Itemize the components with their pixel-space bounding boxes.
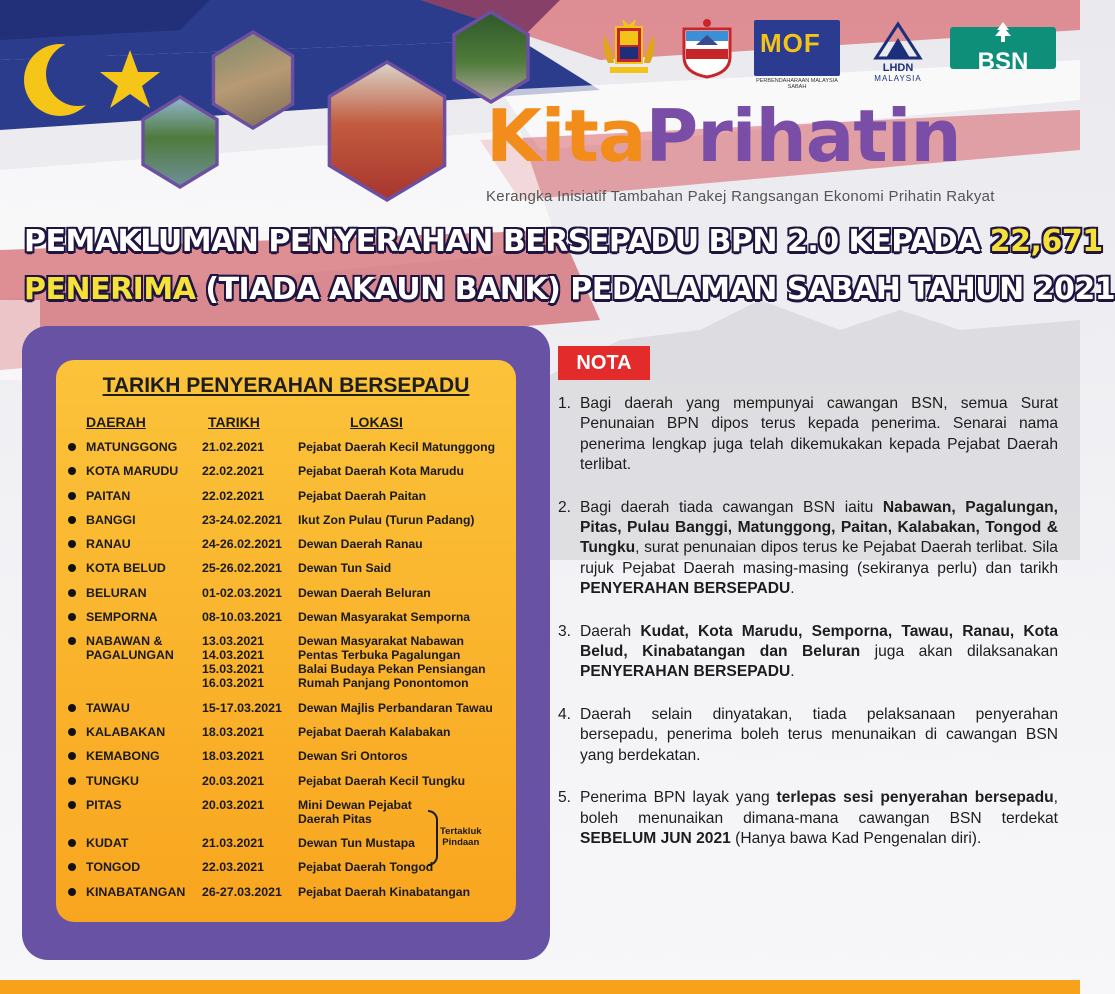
row-tarikh: 26-27.03.2021 [202, 884, 282, 899]
row-lokasi: Dewan Tun Mustapa [298, 836, 415, 851]
nota-emphasis: PENYERAHAN BERSEPADU [580, 580, 791, 598]
headline-line-1-text: PEMAKLUMAN PENYERAHAN BERSEPADU BPN 2.0 KEPADA [24, 224, 990, 259]
nota-label: NOTA [558, 346, 650, 380]
column-header-daerah: DAERAH [86, 414, 146, 430]
schedule-row [66, 440, 506, 454]
nota-item-number: 3. [558, 622, 572, 640]
kita-prihatin-brand [486, 94, 961, 178]
row-daerah: BANGGI [86, 512, 136, 527]
row-daerah: PAITAN [86, 488, 131, 503]
row-lokasi: Pejabat Daerah Paitan [298, 488, 427, 503]
bullet-icon [66, 561, 86, 575]
mof-logo-text: MOF [760, 27, 821, 58]
schedule-row [66, 798, 506, 826]
row-lokasi: Pejabat Daerah Kecil Tungku [298, 773, 466, 788]
sponsor-logos [598, 12, 1056, 90]
row-lokasi: Pejabat Daerah Tongod [298, 860, 434, 875]
nota-emphasis: Nabawan, Pagalungan, Pitas, Pulau Banggi, Matunggong, Paitan, Kalabakan, Tongod & Tungku [580, 498, 1058, 557]
nota-item-text [580, 705, 1058, 766]
mof-logo-subtitle: PERBENDAHARAAN MALAYSIA SABAH [756, 77, 838, 90]
bullet-icon [66, 489, 86, 503]
mof-logo [754, 20, 840, 90]
bullet-icon [66, 885, 86, 899]
nota-text-run: . [790, 580, 795, 598]
nota-item-text [580, 498, 1058, 600]
row-tarikh: 13.03.2021 14.03.2021 15.03.2021 16.03.2021 [202, 634, 265, 691]
nota-text-run: Bagi daerah yang mempunyai cawangan BSN, semua Surat Penunaian BPN dipos terus kepada penerima. Senarai nama penerima lengkap juga telah dikemukakan kepada Pejabat Daerah terlibat. [580, 395, 1058, 474]
schedule-row [66, 489, 506, 503]
row-daerah: KALABAKAN [86, 724, 166, 739]
bsn-logo [950, 27, 1056, 75]
nota-emphasis: Kudat, Kota Marudu, Semporna, Tawau, Ranau, Kota Belud, Kinabatangan dan Beluran [580, 622, 1058, 661]
row-daerah: TUNGKU [86, 773, 139, 788]
row-daerah: KEMABONG [86, 749, 160, 764]
column-header-lokasi: LOKASI [350, 414, 403, 430]
nota-item [558, 394, 1058, 476]
nota-item [558, 705, 1058, 766]
schedule-row [66, 774, 506, 788]
headline-recipient-count: 22,671 [989, 224, 1103, 259]
schedule-row [66, 464, 506, 478]
row-daerah: MATUNGGONG [86, 440, 178, 454]
lhdn-logo [866, 12, 930, 83]
nota-text-run: , surat penunaian dipos terus ke Pejabat Daerah terlibat. Sila rujuk Pejabat Daerah masing-masing (sekiranya perlu) dan tarikh [580, 539, 1058, 577]
nota-item-number: 2. [558, 498, 572, 516]
schedule-panel [56, 360, 516, 922]
bullet-icon [66, 798, 86, 826]
row-daerah: TAWAU [86, 700, 130, 715]
row-lokasi: Ikut Zon Pulau (Turun Padang) [298, 512, 475, 527]
nota-text-run: . [790, 663, 795, 681]
row-lokasi: Pejabat Daerah Kinabatangan [298, 884, 471, 899]
bullet-icon [66, 464, 86, 478]
schedule-row [66, 513, 506, 527]
headline-penerima: PENERIMA [24, 272, 196, 307]
brace-note: Tertakluk Pindaan [440, 826, 482, 848]
nota-item [558, 622, 1058, 683]
schedule-row [66, 725, 506, 739]
row-daerah: TONGOD [86, 860, 141, 875]
nota-item-text [580, 788, 1058, 849]
row-lokasi: Pejabat Daerah Kota Marudu [298, 464, 464, 479]
bsn-tree-icon [993, 20, 1013, 44]
row-tarikh: 22.02.2021 [202, 488, 265, 503]
row-tarikh: 24-26.02.2021 [202, 537, 282, 552]
bullet-icon [66, 610, 86, 624]
nota-text-run: Daerah [580, 622, 641, 640]
nota-text-run: (Hanya bawa Kad Pengenalan diri). [730, 829, 982, 847]
row-lokasi: Mini Dewan Pejabat Daerah Pitas [298, 797, 412, 826]
row-lokasi: Dewan Tun Said [298, 561, 392, 576]
bullet-icon [66, 440, 86, 454]
row-lokasi: Pejabat Daerah Kecil Matunggong [298, 440, 496, 454]
headline-line-2-text: (TIADA AKAUN BANK) PEDALAMAN SABAH TAHUN 2021 [195, 272, 1115, 307]
row-lokasi: Dewan Majlis Perbandaran Tawau [298, 700, 493, 715]
row-tarikh: 01-02.03.2021 [202, 585, 282, 600]
schedule-row [66, 701, 506, 715]
row-tarikh: 20.03.2021 [202, 773, 265, 788]
row-lokasi: Dewan Daerah Beluran [298, 585, 431, 600]
row-daerah: KUDAT [86, 836, 129, 851]
row-tarikh: 20.03.2021 [202, 797, 265, 812]
schedule-row [66, 586, 506, 600]
bsn-logo-text: BSN [977, 47, 1029, 75]
nota-text-run: , boleh menunaikan dimana-mana cawangan BSN terdekat [580, 789, 1058, 827]
nota-item-text [580, 622, 1058, 683]
row-daerah: KOTA BELUD [86, 561, 166, 576]
nota-item-number: 1. [558, 395, 572, 412]
schedule-row [66, 537, 506, 551]
schedule-row [66, 610, 506, 624]
nota-item-number: 4. [558, 705, 572, 723]
row-tarikh: 22.03.2021 [202, 860, 265, 875]
lhdn-logo-subtitle: MALAYSIA [874, 74, 922, 83]
nota-item [558, 788, 1058, 849]
row-tarikh: 08-10.03.2021 [202, 610, 282, 625]
row-tarikh: 25-26.02.2021 [202, 561, 282, 576]
headline-line-2 [24, 272, 1115, 307]
row-daerah: KOTA MARUDU [86, 464, 179, 479]
bullet-icon [66, 725, 86, 739]
row-daerah: BELURAN [86, 585, 147, 600]
row-tarikh: 23-24.02.2021 [202, 512, 282, 527]
row-tarikh: 21.02.2021 [202, 440, 265, 454]
brand-part-kita: Kita [486, 94, 646, 178]
schedule-title: TARIKH PENYERAHAN BERSEPADU [102, 374, 470, 397]
row-tarikh: 18.03.2021 [202, 749, 265, 764]
schedule-row [66, 885, 506, 899]
row-daerah: NABAWAN & PAGALUNGAN [86, 634, 174, 663]
schedule-row [66, 634, 506, 690]
nota-list [558, 394, 1058, 871]
sabah-state-logo [680, 17, 734, 79]
brace-bracket [428, 810, 438, 866]
row-lokasi: Dewan Daerah Ranau [298, 537, 423, 552]
bullet-icon [66, 774, 86, 788]
row-lokasi: Dewan Sri Ontoros [298, 749, 408, 764]
nota-item [558, 498, 1058, 600]
schedule-row [66, 860, 506, 874]
row-daerah: KINABATANGAN [86, 884, 186, 899]
brand-part-prihatin: Prihatin [645, 94, 961, 178]
row-daerah: SEMPORNA [86, 610, 158, 625]
headline-line-1 [24, 224, 1103, 259]
nota-emphasis: PENYERAHAN BERSEPADU [580, 663, 791, 681]
row-lokasi: Dewan Masyarakat Nabawan Pentas Terbuka Pagalungan Balai Budaya Pekan Pensiangan Rumah Panjang Ponontomon [298, 634, 486, 691]
column-header-tarikh: TARIKH [208, 414, 260, 430]
schedule-column-headers [66, 414, 506, 430]
row-lokasi: Pejabat Daerah Kalabakan [298, 724, 451, 739]
row-daerah: PITAS [86, 797, 122, 812]
nota-emphasis: terlepas sesi penyerahan bersepadu [776, 789, 1054, 807]
nota-text-run: juga akan dilaksanakan [860, 643, 1059, 661]
row-tarikh: 15-17.03.2021 [202, 700, 282, 715]
bullet-icon [66, 537, 86, 551]
row-tarikh: 18.03.2021 [202, 724, 265, 739]
bullet-icon [66, 836, 86, 850]
nota-item-number: 5. [558, 789, 572, 807]
nota-text-run: Daerah selain dinyatakan, tiada pelaksanaan penyerahan bersepadu, penerima boleh terus menunaikan di cawangan BSN yang berdekatan. [580, 705, 1058, 764]
row-tarikh: 22.02.2021 [202, 464, 265, 479]
bullet-icon [66, 701, 86, 715]
malaysia-crest-logo [598, 17, 660, 79]
schedule-row [66, 749, 506, 763]
bullet-icon [66, 749, 86, 763]
nota-emphasis: SEBELUM JUN 2021 [580, 829, 731, 847]
bullet-icon [66, 634, 86, 690]
row-lokasi: Dewan Masyarakat Semporna [298, 610, 471, 625]
lhdn-logo-text: LHDN [882, 62, 914, 74]
bottom-accent-bar [0, 980, 1080, 994]
nota-text-run: Penerima BPN layak yang [580, 789, 777, 807]
bullet-icon [66, 513, 86, 527]
bullet-icon [66, 586, 86, 600]
schedule-row [66, 561, 506, 575]
nota-item-text [580, 394, 1058, 476]
row-tarikh: 21.03.2021 [202, 836, 265, 851]
bullet-icon [66, 860, 86, 874]
nota-text-run: Bagi daerah tiada cawangan BSN iaitu [580, 498, 883, 516]
brand-tagline: Kerangka Inisiatif Tambahan Pakej Rangsangan Ekonomi Prihatin Rakyat [486, 188, 995, 205]
row-daerah: RANAU [86, 537, 131, 552]
